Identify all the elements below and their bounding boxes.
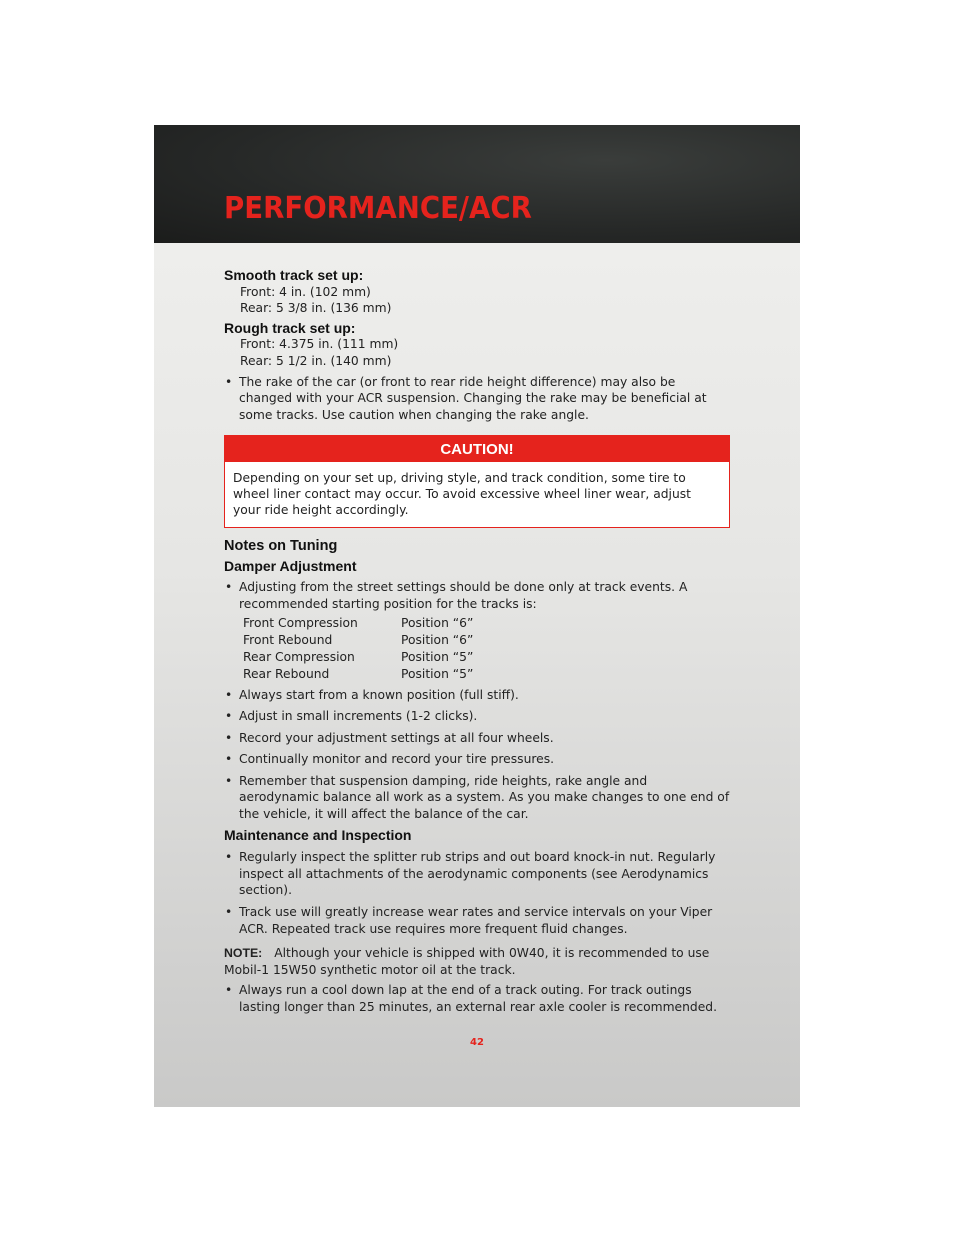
rough-front-spec: Front: 4.375 in. (111 mm) [240, 337, 399, 352]
rake-bullet: • The rake of the car (or front to rear ride height difference) may also be changed with your ACR suspension. Changing the rake may be beneficial at some tracks. Use caution when changing the rake angle. [224, 374, 730, 424]
section-banner [154, 125, 800, 243]
section-title: PERFORMANCE/ACR [224, 191, 532, 226]
damper-bullet: • Adjust in small increments (1-2 clicks). [224, 708, 730, 725]
damper-bullet: • Remember that suspension damping, ride heights, rake angle and aerodynamic balance all work as a system. As you make changes to one end of the vehicle, it will affect the balance of the car. [224, 773, 730, 823]
note-label: NOTE: [224, 946, 263, 961]
caution-title: CAUTION! [225, 436, 729, 462]
damper-setting-row [224, 649, 730, 666]
damper-intro-bullet: • Adjusting from the street settings should be done only at track events. A recommended starting position for the tracks is: [224, 579, 730, 612]
smooth-rear-spec: Rear: 5 3/8 in. (136 mm) [240, 301, 392, 316]
damper-bullet: • Always start from a known position (full stiff). [224, 687, 730, 704]
smooth-front-spec: Front: 4 in. (102 mm) [240, 284, 371, 299]
rough-track-heading: Rough track set up: [224, 319, 356, 336]
setting-label: Rear Rebound [243, 666, 330, 681]
manual-page [154, 125, 800, 1107]
cooldown-bullet: • Always run a cool down lap at the end of a track outing. For track outings lasting longer than 25 minutes, an external rear axle cooler is recommended. [224, 982, 730, 1015]
rough-rear-spec: Rear: 5 1/2 in. (140 mm) [240, 353, 392, 368]
damper-setting-row [224, 615, 730, 632]
setting-label: Front Compression [243, 615, 358, 630]
setting-value: Position “5” [401, 666, 474, 681]
damper-bullet: • Record your adjustment settings at all four wheels. [224, 730, 730, 747]
damper-bullet: • Continually monitor and record your tire pressures. [224, 751, 730, 768]
maintenance-heading: Maintenance and Inspection [224, 826, 412, 843]
damper-setting-row [224, 632, 730, 649]
setting-label: Rear Compression [243, 649, 355, 664]
caution-text: Depending on your set up, driving style, and track condition, some tire to wheel liner contact may occur. To avoid excessive wheel liner wear, adjust your ride height accordingly. [233, 471, 691, 517]
setting-value: Position “6” [401, 632, 474, 647]
page-number: 42 [470, 1037, 484, 1048]
damper-settings-table [224, 615, 730, 683]
maintenance-bullet: • Regularly inspect the splitter rub strips and out board knock-in nut. Regularly inspect all attachments of the aerodynamic components (see Aerodynamics section). [224, 849, 730, 899]
smooth-track-heading: Smooth track set up: [224, 267, 364, 283]
notes-on-tuning-heading: Notes on Tuning [224, 538, 338, 555]
maintenance-bullet: • Track use will greatly increase wear rates and service intervals on your Viper ACR. Repeated track use requires more frequent fluid changes. [224, 904, 730, 937]
page-content [224, 267, 730, 1016]
damper-setting-row [224, 666, 730, 683]
oil-note [224, 945, 730, 978]
note-text: Although your vehicle is shipped with 0W40, it is recommended to use Mobil-1 15W50 synthetic motor oil at the track. [224, 946, 710, 977]
setting-label: Front Rebound [243, 632, 333, 647]
setting-value: Position “5” [401, 649, 474, 664]
caution-box [224, 435, 730, 528]
damper-adjustment-heading: Damper Adjustment [224, 557, 357, 574]
setting-value: Position “6” [401, 615, 474, 630]
